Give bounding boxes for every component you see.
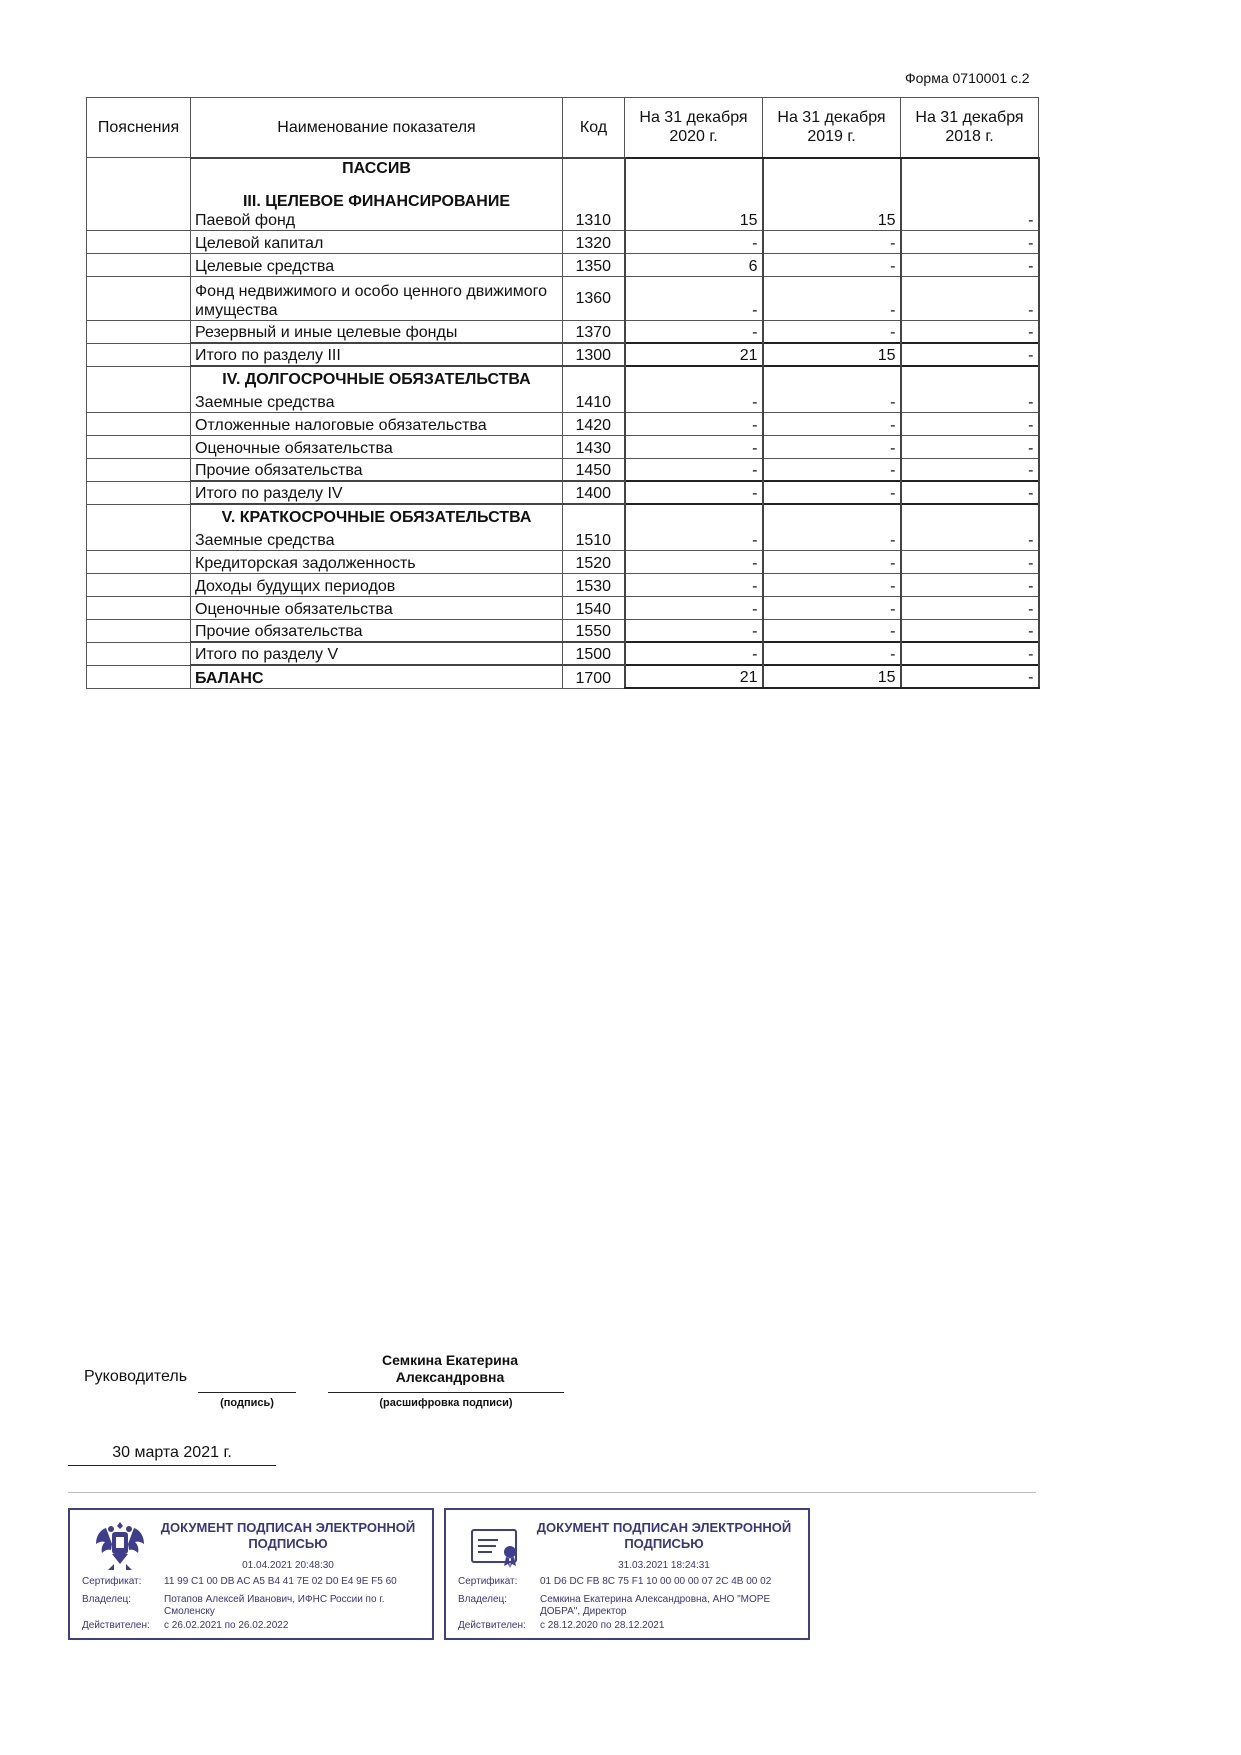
value-2020: 21 bbox=[625, 343, 763, 366]
notes-cell bbox=[87, 158, 191, 231]
stamp-cert-label: Сертификат: bbox=[82, 1576, 142, 1587]
table-row bbox=[87, 366, 1039, 412]
table-row bbox=[87, 158, 1039, 231]
table-row bbox=[87, 230, 1039, 253]
notes-cell bbox=[87, 253, 191, 276]
code-cell: 1320 bbox=[563, 230, 625, 253]
stamp-datetime: 31.03.2021 18:24:31 bbox=[618, 1560, 710, 1571]
value-2020: - bbox=[625, 550, 763, 573]
value-2018: - bbox=[901, 504, 1039, 550]
table-row bbox=[87, 665, 1039, 688]
value-2019: - bbox=[763, 366, 901, 412]
value-2020: - bbox=[625, 412, 763, 435]
value-2019: - bbox=[763, 230, 901, 253]
value-2020: - bbox=[625, 619, 763, 642]
value-2019: - bbox=[763, 642, 901, 665]
stamp-valid-label: Действителен: bbox=[458, 1620, 526, 1631]
value-2019: - bbox=[763, 481, 901, 504]
value-2020: 6 bbox=[625, 253, 763, 276]
balance-table bbox=[86, 97, 1040, 689]
notes-cell bbox=[87, 276, 191, 320]
value-2019: - bbox=[763, 504, 901, 550]
table-row bbox=[87, 412, 1039, 435]
value-2020: 15 bbox=[625, 158, 763, 231]
row-name: Фонд недвижимого и особо ценного движимого имущества bbox=[191, 276, 563, 320]
value-2020: - bbox=[625, 320, 763, 343]
stamp-title: ДОКУМЕНТ ПОДПИСАН ЭЛЕКТРОННОЙ ПОДПИСЬЮ bbox=[160, 1520, 416, 1551]
table-row bbox=[87, 435, 1039, 458]
section5-title: V. КРАТКОСРОЧНЫЕ ОБЯЗАТЕЛЬСТВА bbox=[221, 508, 532, 526]
code-cell: 1700 bbox=[563, 665, 625, 688]
stamp-valid-value: с 26.02.2021 по 26.02.2022 bbox=[164, 1620, 289, 1631]
value-2019: - bbox=[763, 458, 901, 481]
value-2020: 21 bbox=[625, 665, 763, 688]
row-name: Заемные средства bbox=[195, 531, 335, 549]
row-name: Итого по разделу V bbox=[191, 642, 563, 665]
value-2020: - bbox=[625, 366, 763, 412]
value-2019: - bbox=[763, 412, 901, 435]
header-name: Наименование показателя bbox=[191, 98, 563, 158]
value-2018: - bbox=[901, 481, 1039, 504]
table-row bbox=[87, 276, 1039, 320]
value-2018: - bbox=[901, 596, 1039, 619]
table-row bbox=[87, 504, 1039, 550]
code-cell: 1370 bbox=[563, 320, 625, 343]
row-name: Целевой капитал bbox=[191, 230, 563, 253]
stamp-owner-label: Владелец: bbox=[458, 1594, 508, 1605]
code-cell: 1310 bbox=[563, 158, 625, 231]
code-cell: 1530 bbox=[563, 573, 625, 596]
value-2018: - bbox=[901, 458, 1039, 481]
value-2020: - bbox=[625, 276, 763, 320]
value-2018: - bbox=[901, 230, 1039, 253]
notes-cell bbox=[87, 642, 191, 665]
name-cell bbox=[191, 158, 563, 231]
value-2018: - bbox=[901, 320, 1039, 343]
value-2019: - bbox=[763, 435, 901, 458]
table-row bbox=[87, 343, 1039, 366]
value-2018: - bbox=[901, 435, 1039, 458]
value-2019: - bbox=[763, 550, 901, 573]
value-2018: - bbox=[901, 619, 1039, 642]
date-line bbox=[68, 1465, 276, 1466]
value-2019: - bbox=[763, 320, 901, 343]
signatory-name-caption: (расшифровка подписи) bbox=[379, 1397, 513, 1409]
table-row bbox=[87, 458, 1039, 481]
value-2020: - bbox=[625, 573, 763, 596]
row-name: Оценочные обязательства bbox=[191, 596, 563, 619]
row-name: Паевой фонд bbox=[195, 211, 296, 229]
table-header-row bbox=[87, 98, 1039, 158]
value-2018: - bbox=[901, 573, 1039, 596]
stamp-datetime: 01.04.2021 20:48:30 bbox=[242, 1560, 334, 1571]
row-name: Кредиторская задолженность bbox=[191, 550, 563, 573]
table-row bbox=[87, 550, 1039, 573]
value-2019: 15 bbox=[763, 343, 901, 366]
stamp-cert-value: 01 D6 DC FB 8C 75 F1 10 00 00 00 07 2C 4B 00 02 bbox=[540, 1576, 772, 1587]
value-2020: - bbox=[625, 458, 763, 481]
header-2020: На 31 декабря 2020 г. bbox=[625, 98, 763, 158]
e-signature-stamp-1 bbox=[68, 1508, 434, 1640]
value-2018: - bbox=[901, 642, 1039, 665]
notes-cell bbox=[87, 573, 191, 596]
table-row bbox=[87, 481, 1039, 504]
row-name: БАЛАНС bbox=[191, 665, 563, 688]
code-cell: 1300 bbox=[563, 343, 625, 366]
name-cell bbox=[191, 366, 563, 412]
value-2018: - bbox=[901, 343, 1039, 366]
signature-line bbox=[198, 1392, 296, 1393]
stamp-owner-label: Владелец: bbox=[82, 1594, 132, 1605]
value-2019: - bbox=[763, 619, 901, 642]
value-2020: - bbox=[625, 596, 763, 619]
value-2019: - bbox=[763, 253, 901, 276]
notes-cell bbox=[87, 481, 191, 504]
value-2018: - bbox=[901, 366, 1039, 412]
code-cell: 1520 bbox=[563, 550, 625, 573]
row-name: Отложенные налоговые обязательства bbox=[191, 412, 563, 435]
notes-cell bbox=[87, 458, 191, 481]
signature-caption: (подпись) bbox=[220, 1397, 274, 1409]
divider bbox=[68, 1492, 1036, 1493]
value-2018: - bbox=[901, 550, 1039, 573]
value-2018: - bbox=[901, 158, 1039, 231]
notes-cell bbox=[87, 550, 191, 573]
code-cell: 1500 bbox=[563, 642, 625, 665]
header-2019: На 31 декабря 2019 г. bbox=[763, 98, 901, 158]
code-cell: 1510 bbox=[563, 504, 625, 550]
notes-cell bbox=[87, 230, 191, 253]
signatory-name-line bbox=[328, 1392, 564, 1393]
russian-coat-of-arms-icon bbox=[92, 1516, 148, 1576]
stamp-cert-value: 11 99 C1 00 DB AC A5 B4 41 7E 02 D0 E4 9E F5 60 bbox=[164, 1576, 397, 1587]
row-name: Оценочные обязательства bbox=[191, 435, 563, 458]
notes-cell bbox=[87, 596, 191, 619]
row-name: Прочие обязательства bbox=[191, 619, 563, 642]
code-cell: 1450 bbox=[563, 458, 625, 481]
passive-title: ПАССИВ bbox=[342, 159, 411, 177]
code-cell: 1420 bbox=[563, 412, 625, 435]
header-2018: На 31 декабря 2018 г. bbox=[901, 98, 1039, 158]
code-cell: 1360 bbox=[563, 276, 625, 320]
value-2018: - bbox=[901, 276, 1039, 320]
value-2018: - bbox=[901, 412, 1039, 435]
section4-title: IV. ДОЛГОСРОЧНЫЕ ОБЯЗАТЕЛЬСТВА bbox=[222, 370, 531, 388]
notes-cell bbox=[87, 412, 191, 435]
row-name: Резервный и иные целевые фонды bbox=[191, 320, 563, 343]
value-2020: - bbox=[625, 481, 763, 504]
code-cell: 1410 bbox=[563, 366, 625, 412]
value-2019: 15 bbox=[763, 665, 901, 688]
notes-cell bbox=[87, 320, 191, 343]
table-row bbox=[87, 642, 1039, 665]
code-cell: 1400 bbox=[563, 481, 625, 504]
form-code: Форма 0710001 с.2 bbox=[905, 70, 1030, 86]
row-name: Прочие обязательства bbox=[191, 458, 563, 481]
row-name: Доходы будущих периодов bbox=[191, 573, 563, 596]
row-name: Итого по разделу III bbox=[191, 343, 563, 366]
table-row bbox=[87, 253, 1039, 276]
code-cell: 1350 bbox=[563, 253, 625, 276]
table-row bbox=[87, 573, 1039, 596]
stamp-owner-value: Семкина Екатерина Александровна, АНО "МОРЕ ДОБРА", Директор bbox=[540, 1594, 771, 1617]
table-row bbox=[87, 619, 1039, 642]
table-row bbox=[87, 320, 1039, 343]
section3-title: III. ЦЕЛЕВОЕ ФИНАНСИРОВАНИЕ bbox=[242, 192, 511, 210]
row-name: Итого по разделу IV bbox=[191, 481, 563, 504]
signature-date: 30 марта 2021 г. bbox=[112, 1444, 232, 1461]
signatory-name: Семкина Екатерина Александровна bbox=[382, 1352, 518, 1385]
code-cell: 1430 bbox=[563, 435, 625, 458]
stamp-title: ДОКУМЕНТ ПОДПИСАН ЭЛЕКТРОННОЙ ПОДПИСЬЮ bbox=[536, 1520, 792, 1551]
row-name: Заемные средства bbox=[195, 393, 335, 411]
value-2019: - bbox=[763, 573, 901, 596]
value-2019: - bbox=[763, 596, 901, 619]
notes-cell bbox=[87, 619, 191, 642]
notes-cell bbox=[87, 366, 191, 412]
value-2018: - bbox=[901, 665, 1039, 688]
name-cell bbox=[191, 504, 563, 550]
header-notes: Пояснения bbox=[87, 98, 191, 158]
notes-cell bbox=[87, 665, 191, 688]
table-row bbox=[87, 596, 1039, 619]
code-cell: 1540 bbox=[563, 596, 625, 619]
stamp-cert-label: Сертификат: bbox=[458, 1576, 518, 1587]
certificate-icon bbox=[468, 1516, 524, 1576]
notes-cell bbox=[87, 343, 191, 366]
value-2019: 15 bbox=[763, 158, 901, 231]
notes-cell bbox=[87, 504, 191, 550]
signature-role-label: Руководитель bbox=[84, 1368, 188, 1385]
value-2018: - bbox=[901, 253, 1039, 276]
header-code: Код bbox=[563, 98, 625, 158]
stamp-valid-value: с 28.12.2020 по 28.12.2021 bbox=[540, 1620, 665, 1631]
stamp-owner-value: Потапов Алексей Иванович, ИФНС России по г. Смоленску bbox=[164, 1594, 385, 1617]
value-2020: - bbox=[625, 230, 763, 253]
value-2020: - bbox=[625, 642, 763, 665]
value-2020: - bbox=[625, 504, 763, 550]
stamp-valid-label: Действителен: bbox=[82, 1620, 150, 1631]
code-cell: 1550 bbox=[563, 619, 625, 642]
notes-cell bbox=[87, 435, 191, 458]
value-2019: - bbox=[763, 276, 901, 320]
value-2020: - bbox=[625, 435, 763, 458]
row-name: Целевые средства bbox=[191, 253, 563, 276]
e-signature-stamp-2 bbox=[444, 1508, 810, 1640]
